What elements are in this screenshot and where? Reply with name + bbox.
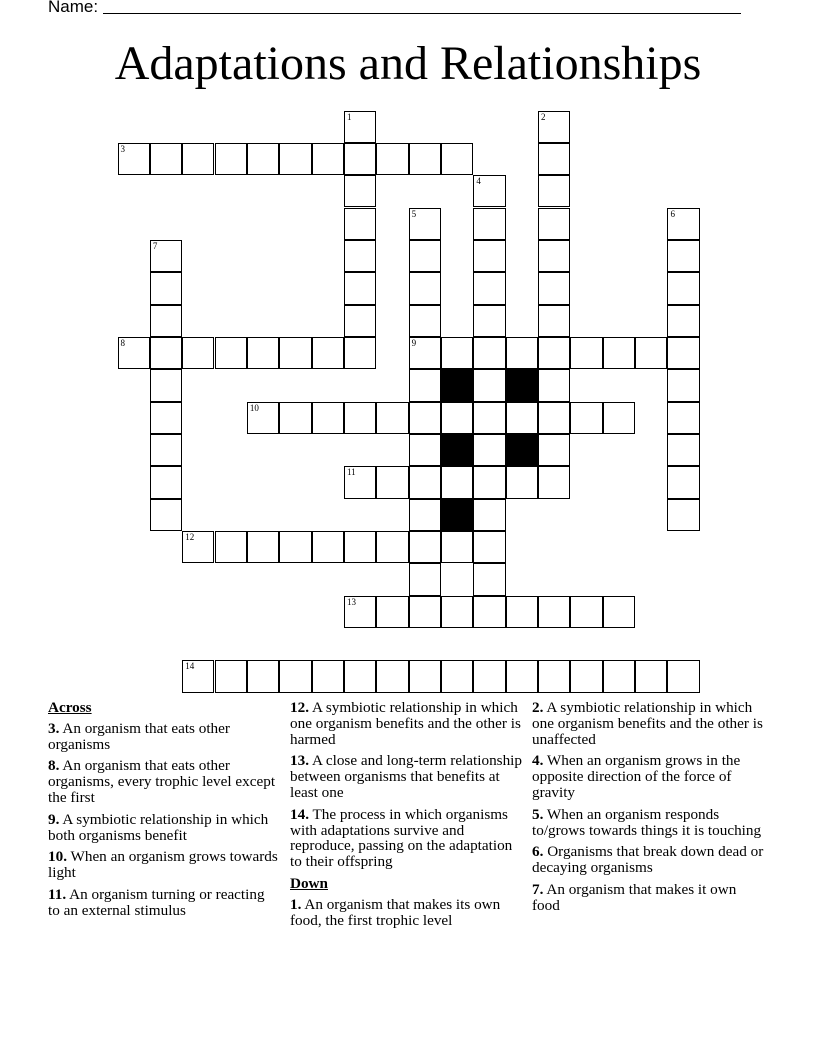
grid-cell[interactable] [473, 531, 505, 563]
grid-cell[interactable] [182, 531, 214, 563]
grid-cell[interactable] [150, 499, 182, 531]
clue-across-11: 11. An organism turning or reacting to an external stimulus [48, 885, 265, 919]
clue-across-14: 14. The process in which organisms with adaptations survive and reproduce, passing on the adaptation to their offspring [290, 805, 513, 871]
across-heading: Across [48, 699, 92, 716]
grid-cell[interactable] [506, 660, 538, 692]
grid-cell[interactable] [538, 337, 570, 369]
grid-cell[interactable] [150, 240, 182, 272]
grid-cell[interactable] [538, 240, 570, 272]
grid-cell[interactable] [344, 402, 376, 434]
black-cell [441, 499, 473, 531]
grid-cell[interactable] [441, 337, 473, 369]
grid-cell[interactable] [409, 240, 441, 272]
grid-cell[interactable] [344, 208, 376, 240]
grid-cell[interactable] [279, 660, 311, 692]
name-label: Name: [48, 0, 99, 16]
grid-cell[interactable] [538, 272, 570, 304]
grid-cell[interactable] [570, 402, 602, 434]
clue-down-4: 4. When an organism grows in the opposite direction of the force of gravity [532, 752, 741, 801]
grid-cell[interactable] [538, 111, 570, 143]
grid-cell[interactable] [247, 660, 279, 692]
grid-cell[interactable] [538, 369, 570, 401]
grid-cell[interactable] [473, 208, 505, 240]
grid-cell[interactable] [473, 596, 505, 628]
clue-column-3 [532, 700, 764, 920]
grid-cell[interactable] [344, 240, 376, 272]
clue-number: 5 [411, 208, 417, 219]
grid-cell[interactable] [538, 208, 570, 240]
grid-cell[interactable] [473, 499, 505, 531]
grid-cell[interactable] [344, 531, 376, 563]
grid-cell[interactable] [667, 240, 699, 272]
grid-cell[interactable] [215, 531, 247, 563]
grid-cell[interactable] [279, 402, 311, 434]
clue-column-1 [48, 700, 280, 925]
grid-cell[interactable] [667, 466, 699, 498]
grid-cell[interactable] [473, 369, 505, 401]
clue-across-10: 10. When an organism grows towards light [48, 848, 278, 882]
grid-cell[interactable] [506, 402, 538, 434]
grid-cell[interactable] [635, 337, 667, 369]
grid-cell[interactable] [344, 272, 376, 304]
clue-across-9: 9. A symbiotic relationship in which both organisms benefit [48, 810, 269, 844]
grid-cell[interactable] [409, 531, 441, 563]
grid-cell[interactable] [441, 143, 473, 175]
grid-cell[interactable] [376, 660, 408, 692]
grid-cell[interactable] [603, 337, 635, 369]
grid-cell[interactable] [667, 369, 699, 401]
grid-cell[interactable] [312, 143, 344, 175]
grid-cell[interactable] [506, 337, 538, 369]
grid-cell[interactable] [150, 434, 182, 466]
grid-cell[interactable] [247, 143, 279, 175]
clue-down-5: 5. When an organism responds to/grows towards things it is touching [532, 805, 762, 839]
grid-cell[interactable] [150, 369, 182, 401]
grid-cell[interactable] [473, 272, 505, 304]
grid-cell[interactable] [344, 175, 376, 207]
grid-cell[interactable] [603, 660, 635, 692]
grid-cell[interactable] [409, 563, 441, 595]
clue-number: 8 [120, 337, 125, 348]
clue-number: 12 [185, 532, 195, 543]
grid-cell[interactable] [538, 660, 570, 692]
black-cell [506, 369, 538, 401]
grid-cell[interactable] [473, 175, 505, 207]
grid-cell[interactable] [215, 143, 247, 175]
grid-cell[interactable] [667, 272, 699, 304]
grid-cell[interactable] [570, 337, 602, 369]
clue-number: 7 [152, 240, 158, 251]
grid-cell[interactable] [473, 305, 505, 337]
grid-cell[interactable] [344, 660, 376, 692]
grid-cell[interactable] [118, 337, 150, 369]
black-cell [441, 434, 473, 466]
grid-cell[interactable] [409, 596, 441, 628]
grid-cell[interactable] [506, 596, 538, 628]
grid-cell[interactable] [279, 143, 311, 175]
grid-cell[interactable] [150, 305, 182, 337]
clue-down-1: 1. An organism that makes its own food, the first trophic level [290, 895, 501, 929]
grid-cell[interactable] [344, 111, 376, 143]
grid-cell[interactable] [506, 466, 538, 498]
grid-cell[interactable] [150, 402, 182, 434]
down-heading: Down [290, 874, 328, 892]
grid-cell[interactable] [376, 531, 408, 563]
grid-cell[interactable] [441, 402, 473, 434]
black-cell [441, 369, 473, 401]
grid-cell[interactable] [344, 305, 376, 337]
grid-cell[interactable] [538, 305, 570, 337]
clue-number: 10 [249, 402, 259, 413]
grid-cell[interactable] [182, 143, 214, 175]
grid-cell[interactable] [279, 337, 311, 369]
grid-cell[interactable] [473, 434, 505, 466]
clue-down-7: 7. An organism that makes it own food [532, 880, 737, 914]
grid-cell[interactable] [182, 660, 214, 692]
clue-number: 1 [346, 111, 352, 122]
grid-cell[interactable] [376, 143, 408, 175]
grid-cell[interactable] [473, 563, 505, 595]
grid-cell[interactable] [667, 337, 699, 369]
grid-cell[interactable] [312, 337, 344, 369]
grid-cell[interactable] [247, 337, 279, 369]
clue-number: 3 [120, 143, 125, 154]
clue-across-13: 13. A close and long-term relationship between organisms that benefits at least one [290, 752, 522, 801]
grid-cell[interactable] [215, 660, 247, 692]
grid-cell[interactable] [409, 402, 441, 434]
grid-cell[interactable] [441, 660, 473, 692]
grid-cell[interactable] [409, 305, 441, 337]
grid-cell[interactable] [215, 337, 247, 369]
clue-number: 13 [346, 596, 356, 607]
grid-cell[interactable] [376, 466, 408, 498]
grid-cell[interactable] [312, 660, 344, 692]
grid-cell[interactable] [667, 660, 699, 692]
grid-cell[interactable] [538, 175, 570, 207]
clue-number: 4 [476, 176, 481, 187]
grid-cell[interactable] [538, 402, 570, 434]
grid-cell[interactable] [409, 466, 441, 498]
grid-cell[interactable] [409, 143, 441, 175]
grid-cell[interactable] [441, 466, 473, 498]
clue-number: 2 [541, 111, 546, 122]
grid-cell[interactable] [473, 402, 505, 434]
clue-column-2 [290, 700, 522, 934]
grid-cell[interactable] [376, 596, 408, 628]
grid-cell[interactable] [247, 531, 279, 563]
grid-cell[interactable] [150, 337, 182, 369]
grid-cell[interactable] [473, 337, 505, 369]
grid-cell[interactable] [409, 208, 441, 240]
grid-cell[interactable] [473, 660, 505, 692]
grid-cell[interactable] [344, 143, 376, 175]
clue-down-6: 6. Organisms that break down dead or decaying organisms [532, 843, 764, 877]
grid-cell[interactable] [312, 402, 344, 434]
grid-cell[interactable] [667, 402, 699, 434]
grid-cell[interactable] [344, 596, 376, 628]
grid-cell[interactable] [150, 466, 182, 498]
clue-down-2: 2. A symbiotic relationship in which one organism benefits and the other is unaffected [532, 699, 763, 748]
clue-number: 14 [185, 661, 195, 672]
grid-cell[interactable] [538, 434, 570, 466]
grid-cell[interactable] [182, 337, 214, 369]
clue-number: 11 [346, 467, 356, 478]
grid-cell[interactable] [667, 208, 699, 240]
grid-cell[interactable] [150, 143, 182, 175]
grid-cell[interactable] [118, 143, 150, 175]
grid-cell[interactable] [312, 531, 344, 563]
black-cell [506, 434, 538, 466]
grid-cell[interactable] [409, 434, 441, 466]
clue-number: 9 [411, 337, 417, 348]
clue-across-3: 3. An organism that eats other organisms [48, 719, 230, 753]
clue-number: 6 [670, 208, 675, 219]
grid-cell[interactable] [344, 337, 376, 369]
grid-cell[interactable] [667, 434, 699, 466]
grid-cell[interactable] [603, 596, 635, 628]
grid-cell[interactable] [279, 531, 311, 563]
grid-cell[interactable] [247, 402, 279, 434]
clue-across-12: 12. A symbiotic relationship in which one organism benefits and the other is harmed [290, 699, 521, 748]
grid-cell[interactable] [570, 596, 602, 628]
grid-cell[interactable] [538, 596, 570, 628]
grid-cell[interactable] [409, 337, 441, 369]
grid-cell[interactable] [538, 466, 570, 498]
page-title: Adaptations and Relationships [114, 37, 702, 90]
grid-cell[interactable] [344, 466, 376, 498]
grid-cell[interactable] [635, 660, 667, 692]
grid-cell[interactable] [409, 272, 441, 304]
grid-cell[interactable] [570, 660, 602, 692]
grid-cell[interactable] [667, 499, 699, 531]
grid-cell[interactable] [150, 272, 182, 304]
grid-cell[interactable] [409, 499, 441, 531]
clue-across-8: 8. An organism that eats other organisms, every trophic level except the first [48, 757, 276, 806]
grid-cell[interactable] [441, 596, 473, 628]
grid-cell[interactable] [376, 402, 408, 434]
grid-cell[interactable] [538, 143, 570, 175]
grid-cell[interactable] [409, 660, 441, 692]
grid-cell[interactable] [667, 305, 699, 337]
grid-cell[interactable] [441, 531, 473, 563]
grid-cell[interactable] [473, 240, 505, 272]
grid-cell[interactable] [409, 369, 441, 401]
grid-cell[interactable] [603, 402, 635, 434]
grid-cell[interactable] [473, 466, 505, 498]
